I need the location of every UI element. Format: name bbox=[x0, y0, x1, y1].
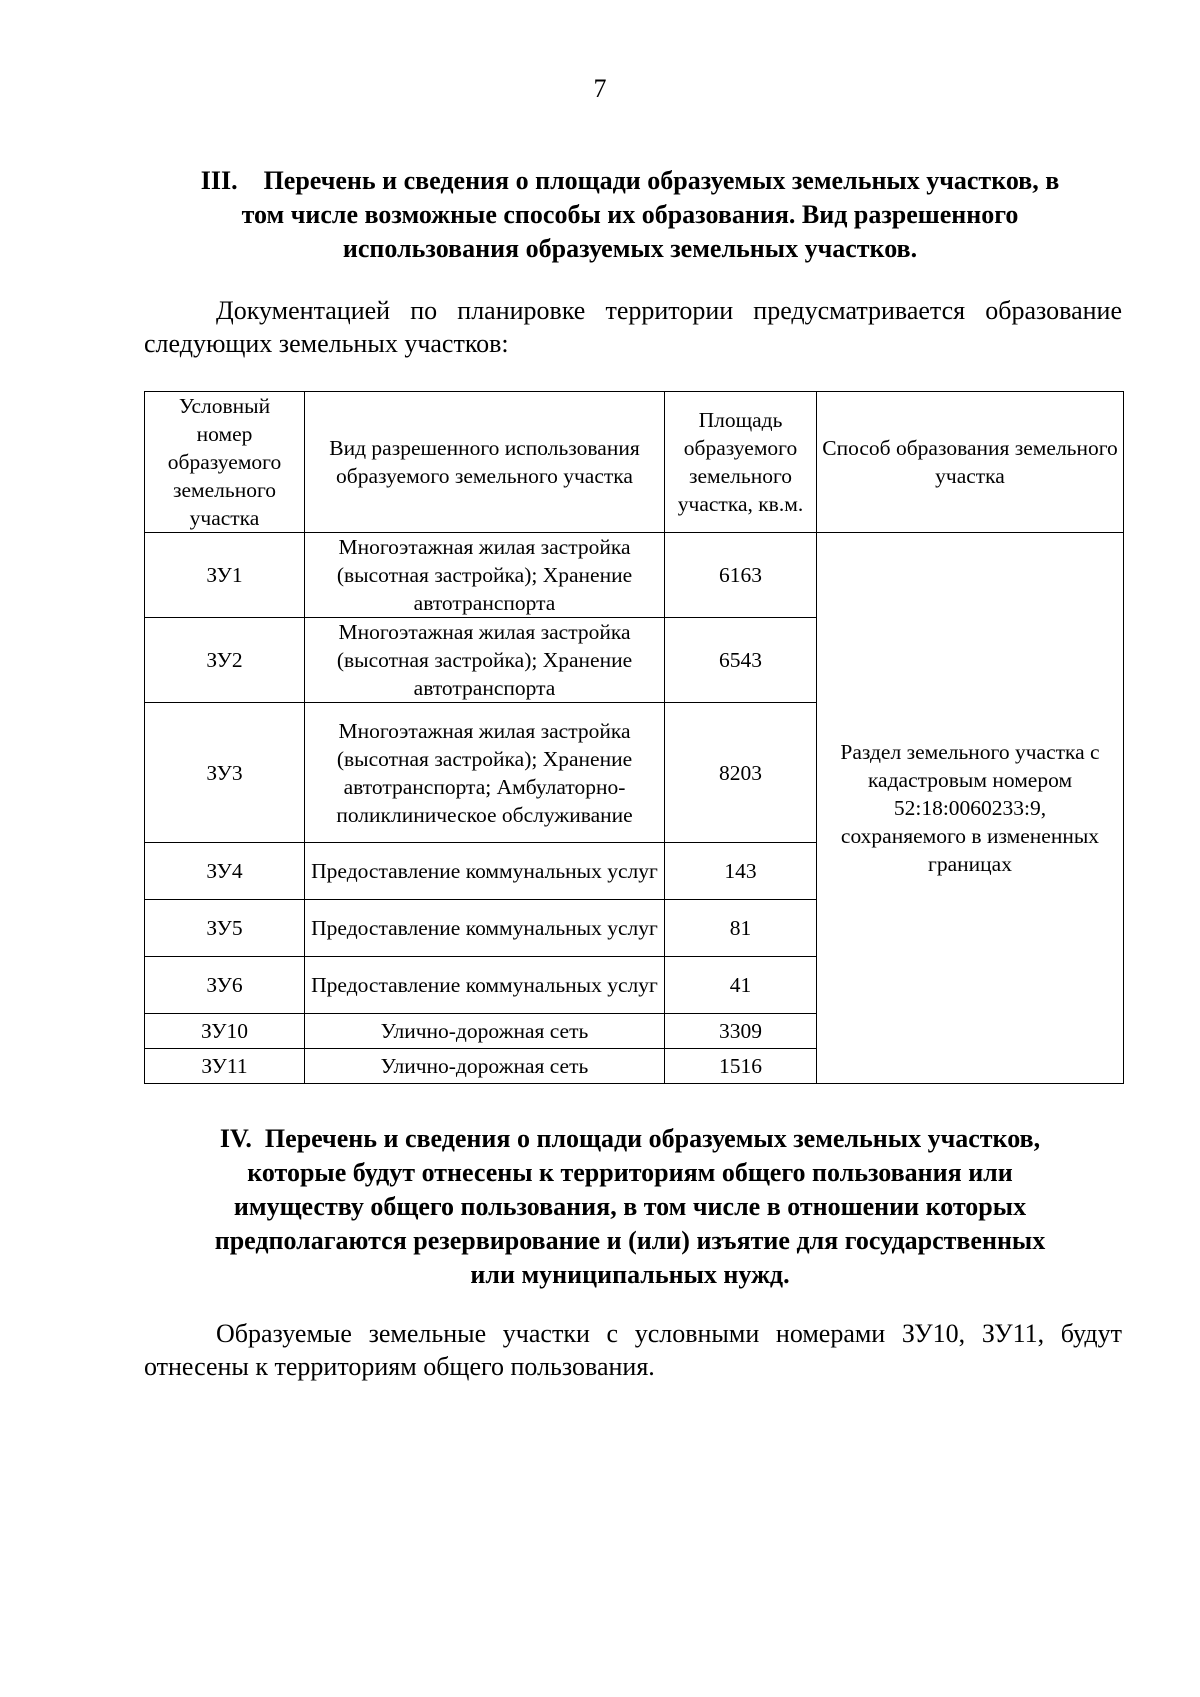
area-cell: 3309 bbox=[665, 1014, 817, 1049]
header-area: Площадь образуемого земельного участка, кв.м. bbox=[665, 392, 817, 533]
plot-number-cell: ЗУ11 bbox=[145, 1049, 305, 1084]
section-3-intro: Документацией по планировке территории предусматривается образование следующих земельных участков: bbox=[144, 296, 1122, 358]
section-4-heading-line-2: которые будут отнесены к территориям общего пользования или bbox=[247, 1158, 1013, 1187]
plot-number-cell: ЗУ2 bbox=[145, 618, 305, 703]
land-plots-table bbox=[144, 391, 1124, 1084]
section-3-heading bbox=[150, 164, 1110, 266]
page-number: 7 bbox=[593, 74, 607, 103]
plot-number-cell: ЗУ10 bbox=[145, 1014, 305, 1049]
area-cell: 41 bbox=[665, 957, 817, 1014]
section-3-heading-line-1: III. Перечень и сведения о площади образуемых земельных участков, в bbox=[200, 166, 1060, 195]
area-cell: 6543 bbox=[665, 618, 817, 703]
area-cell: 143 bbox=[665, 843, 817, 900]
table-row bbox=[145, 533, 1124, 618]
section-4-heading-line-4: предполагаются резервирование и (или) изъятие для государственных bbox=[214, 1226, 1046, 1255]
plot-number-cell: ЗУ4 bbox=[145, 843, 305, 900]
table-header-row bbox=[145, 392, 1124, 533]
permitted-use-cell: Предоставление коммунальных услуг bbox=[305, 957, 665, 1014]
permitted-use-cell: Многоэтажная жилая застройка (высотная застройка); Хранение автотранспорта bbox=[305, 533, 665, 618]
plot-number-cell: ЗУ5 bbox=[145, 900, 305, 957]
permitted-use-cell: Улично-дорожная сеть bbox=[305, 1049, 665, 1084]
plot-number-cell: ЗУ6 bbox=[145, 957, 305, 1014]
section-4-heading bbox=[150, 1122, 1110, 1292]
area-cell: 81 bbox=[665, 900, 817, 957]
permitted-use-cell: Предоставление коммунальных услуг bbox=[305, 900, 665, 957]
formation-method-cell: Раздел земельного участка с кадастровым номером 52:18:0060233:9, сохраняемого в измененных границах bbox=[817, 533, 1124, 1084]
permitted-use-cell: Предоставление коммунальных услуг bbox=[305, 843, 665, 900]
header-permitted-use: Вид разрешенного использования образуемого земельного участка bbox=[305, 392, 665, 533]
section-4-heading-line-1: IV. Перечень и сведения о площади образуемых земельных участков, bbox=[219, 1124, 1041, 1153]
permitted-use-cell: Многоэтажная жилая застройка (высотная застройка); Хранение автотранспорта bbox=[305, 618, 665, 703]
plot-number-cell: ЗУ3 bbox=[145, 703, 305, 843]
area-cell: 8203 bbox=[665, 703, 817, 843]
header-formation-method: Способ образования земельного участка bbox=[817, 392, 1124, 533]
area-cell: 6163 bbox=[665, 533, 817, 618]
section-4-text: Образуемые земельные участки с условными номерами ЗУ10, ЗУ11, будут отнесены к территориям общего пользования. bbox=[144, 1319, 1122, 1381]
permitted-use-cell: Улично-дорожная сеть bbox=[305, 1014, 665, 1049]
section-3-heading-line-3: использования образуемых земельных участков. bbox=[342, 234, 918, 263]
area-cell: 1516 bbox=[665, 1049, 817, 1084]
plot-number-cell: ЗУ1 bbox=[145, 533, 305, 618]
header-plot-number: Условный номер образуемого земельного участка bbox=[145, 392, 305, 533]
permitted-use-cell: Многоэтажная жилая застройка (высотная застройка); Хранение автотранспорта; Амбулаторно-поликлиническое обслуживание bbox=[305, 703, 665, 843]
section-3-heading-line-2: том числе возможные способы их образования. Вид разрешенного bbox=[241, 200, 1019, 229]
section-4-heading-line-5: или муниципальных нужд. bbox=[470, 1260, 790, 1289]
section-4-heading-line-3: имуществу общего пользования, в том числе в отношении которых bbox=[233, 1192, 1027, 1221]
